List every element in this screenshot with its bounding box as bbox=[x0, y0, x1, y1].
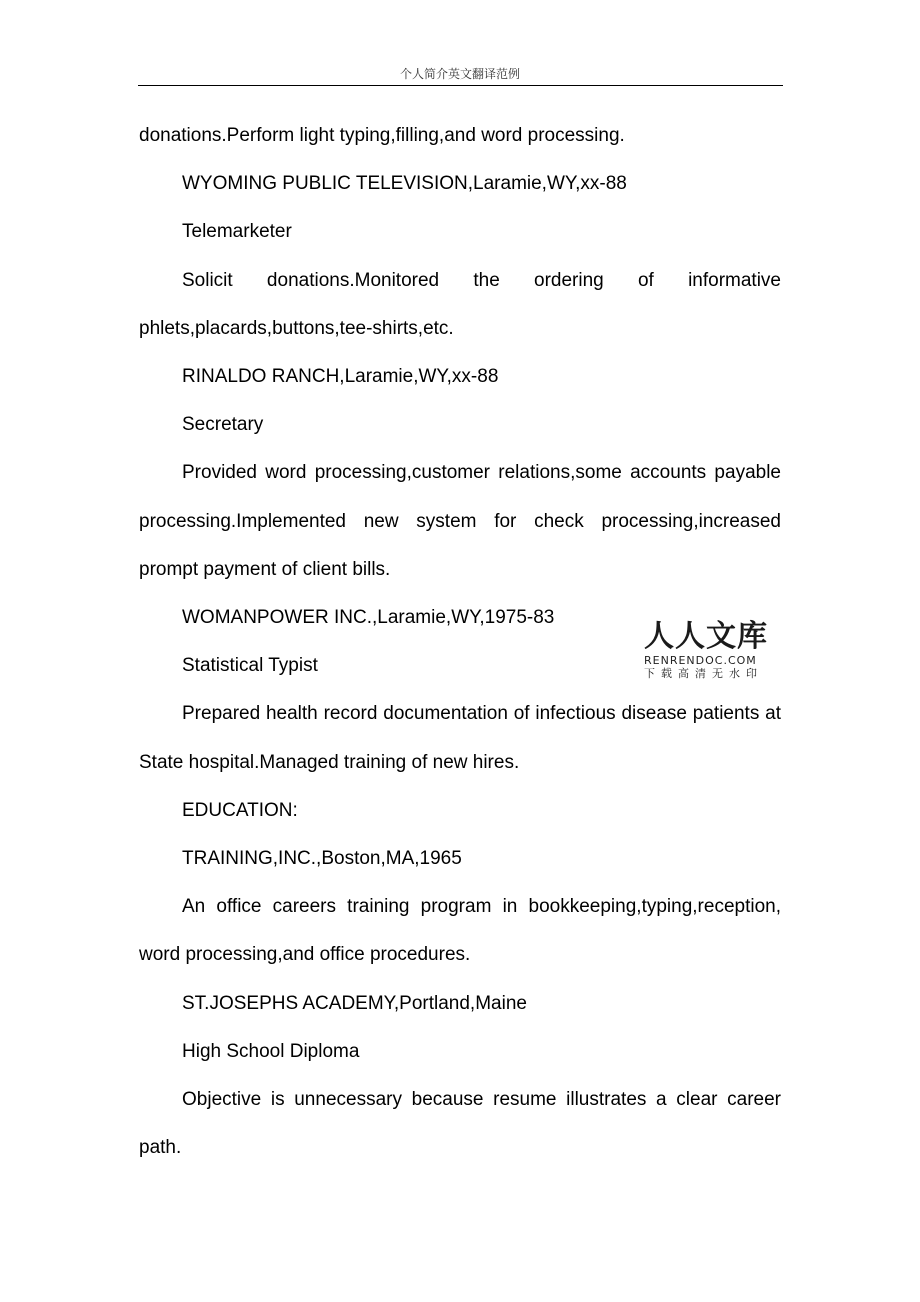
paragraph: donations.Perform light typing,filling,and word processing. bbox=[139, 125, 625, 146]
paragraph: TRAINING,INC.,Boston,MA,1965 bbox=[182, 848, 462, 870]
paragraph: Statistical Typist bbox=[182, 655, 318, 677]
paragraph: Solicit donations.Monitored the ordering of informative phlets,placards,buttons,tee-shirts,etc. bbox=[139, 269, 781, 339]
paragraph: Objective is unnecessary because resume illustrates a clear career path. bbox=[139, 1089, 781, 1159]
paragraph: Secretary bbox=[182, 414, 264, 436]
watermark-logo bbox=[644, 620, 774, 684]
paragraph: Provided word processing,customer relations,some accounts payable processing.Implemented new system for check processing,increased prompt payment of client bills. bbox=[139, 462, 781, 580]
paragraph: RINALDO RANCH,Laramie,WY,xx-88 bbox=[182, 366, 499, 388]
watermark-domain-text: RENRENDOC.COM bbox=[644, 654, 757, 667]
watermark-tagline-text: 下载高清无水印 bbox=[644, 667, 763, 680]
paragraph: WYOMING PUBLIC TELEVISION,Laramie,WY,xx-88 bbox=[182, 173, 627, 195]
paragraph: Telemarketer bbox=[182, 221, 292, 243]
paragraph: WOMANPOWER INC.,Laramie,WY,1975-83 bbox=[182, 607, 555, 629]
page-header-title: 个人简介英文翻译范例 bbox=[399, 67, 520, 81]
paragraph: ST.JOSEPHS ACADEMY,Portland,Maine bbox=[182, 992, 527, 1014]
paragraph: An office careers training program in bookkeeping,typing,reception, word processing,and office procedures. bbox=[139, 896, 781, 966]
paragraph: EDUCATION: bbox=[182, 799, 298, 821]
watermark-main-text: 人人文库 bbox=[644, 619, 768, 654]
header-divider bbox=[138, 85, 783, 86]
paragraph: High School Diploma bbox=[182, 1040, 360, 1062]
paragraph: Prepared health record documentation of infectious disease patients at State hospital.Managed training of new hires. bbox=[139, 703, 781, 773]
